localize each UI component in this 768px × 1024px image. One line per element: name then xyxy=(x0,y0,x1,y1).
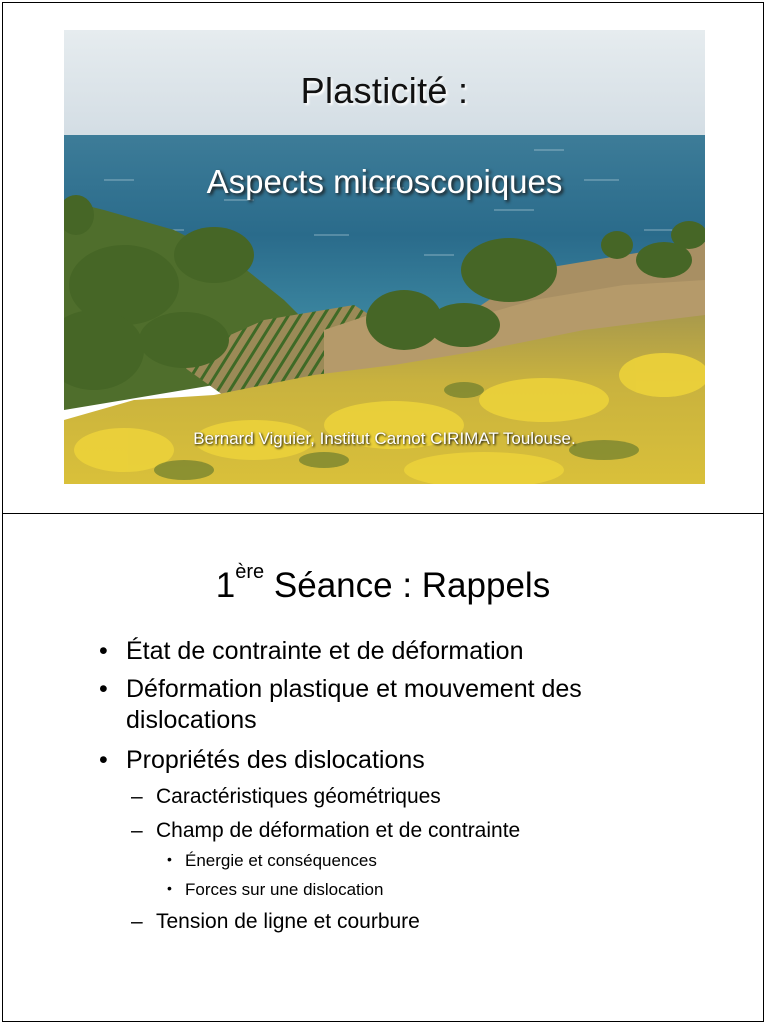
list-item: • État de contrainte et de déformation xyxy=(99,637,524,665)
bullet-icon: • xyxy=(99,746,108,774)
list-item: • Forces sur une dislocation xyxy=(167,880,384,899)
bullet-list xyxy=(3,514,763,1021)
bullet-icon: • xyxy=(99,637,108,665)
list-item: – Tension de ligne et courbure xyxy=(131,910,420,933)
author-credit: Bernard Viguier, Institut Carnot CIRIMAT Toulouse. xyxy=(193,429,576,448)
bullet-icon: • xyxy=(167,851,172,867)
bullet-icon: • xyxy=(167,880,172,896)
slide-subtitle: Aspects microscopiques xyxy=(206,163,563,200)
heading-ordinal-suffix: ère xyxy=(235,561,265,583)
dash-icon: – xyxy=(131,785,143,808)
dash-icon: – xyxy=(131,910,143,933)
bullet-icon: • xyxy=(99,675,108,703)
heading-number: 1 xyxy=(215,566,236,605)
list-item: • Énergie et conséquences xyxy=(167,851,377,870)
list-item: • Propriétés des dislocations xyxy=(99,746,425,774)
dash-icon: – xyxy=(131,819,143,842)
title-slide xyxy=(2,2,764,514)
list-item: – Caractéristiques géométriques xyxy=(131,785,441,808)
heading-text: Séance : Rappels xyxy=(264,566,551,605)
list-item: • Déformation plastique et mouvement des dislocations xyxy=(99,675,582,734)
slide-title: Plasticité : xyxy=(300,70,469,111)
landscape-photo xyxy=(64,30,705,484)
list-item: – Champ de déformation et de contrainte xyxy=(131,819,521,842)
outline-slide xyxy=(2,513,764,1022)
